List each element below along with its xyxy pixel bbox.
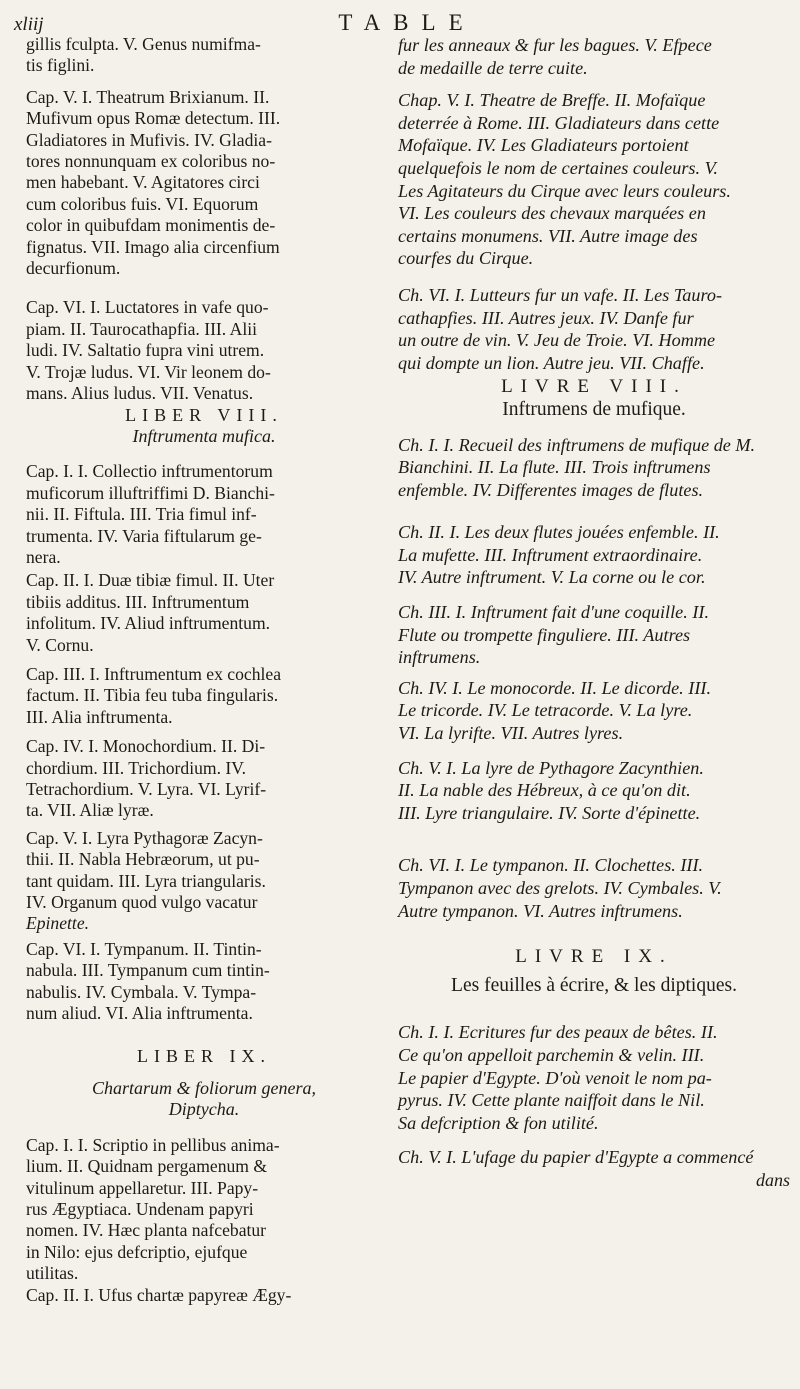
french-entry-ch2: Ch. II. I. Les deux flutes jouées enfemble. II. La mufette. III. Inftrument extraordinaire. IV. Autre inftrument. V. La corne ou le cor. (398, 522, 720, 588)
french-entry-ch3: Ch. III. I. Inftrument fait d'une coquille. II. Flute ou trompette finguliere. III. Autres inftrumens. (398, 602, 709, 668)
liber-viii-subtitle: Inftrumenta mufica. (132, 425, 276, 446)
latin-entry-cap4: Cap. IV. I. Monochordium. II. Di- chordium. III. Trichordium. IV. Tetrachordium. V. Lyra. VI. Lyrif- ta. VII. Aliæ lyræ. (26, 736, 267, 821)
french-entry-ch1: Ch. I. I. Recueil des inftrumens de mufique de M. Bianchini. II. La flute. III. Trois inftrumens enfemble. IV. Differentes images de flutes. (398, 434, 756, 500)
french-column (398, 34, 790, 1192)
french-entry-ch5b: Ch. V. I. La lyre de Pythagore Zacynthien. II. La nable des Hébreux, à ce qu'on dit. III. Lyre triangulaire. IV. Sorte d'épinette. (398, 757, 704, 823)
latin-entry-cap2: Cap. II. I. Duæ tibiæ fimul. II. Uter tibiis additus. III. Inftrumentum infolitum. IV. Aliud inftrumentum. V. Cornu. (26, 570, 275, 655)
latin-entry-cap6: Cap. VI. I. Luctatores in vafe quo- piam. II. Taurocathapfia. III. Alii ludi. IV. Saltatio fupra vini utrem. V. Trojæ ludus. VI. Vir leonem do- mans. Alius ludus. VII. Venatus. (26, 297, 271, 404)
livre-viii-heading: LIVRE VIII. (501, 376, 687, 398)
latin-entry-cap5: Cap. V. I. Theatrum Brixianum. II. Mufivum opus Romæ detectum. III. Gladiatores in Mufivis. IV. Gladia- tores nonnunquam ex coloribus no- men habebant. V. Agitatores circi cum coloribus fuis. VI. Equorum color in quibufdam monimentis de- fignatus. VII. Imago alia circenfium decurfionum. (26, 86, 281, 279)
running-title: TABLE (338, 10, 476, 35)
french-entry-chap5: Chap. V. I. Theatre de Breffe. II. Mofaïque deterrée à Rome. III. Gladiateurs dans cette Mofaïque. IV. Les Gladiateurs portoient quelquefois le nom de certaines couleurs. V. Les Agitateurs du Cirque avec leurs couleurs. VI. Les couleurs des chevaux marquées en certains monumens. VII. Autre image des courfes du Cirque. (398, 90, 731, 269)
french-continuation: fur les anneaux & fur les bagues. V. Efpece de medaille de terre cuite. (398, 35, 712, 78)
liber-viii-heading: LIBER VIII. (125, 404, 283, 425)
french-entry-ch6: Ch. VI. I. Lutteurs fur un vafe. II. Les Tauro- cathapfies. III. Autres jeux. IV. Danfe fur un outre de vin. V. Jeu de Troie. VI. Homme qui dompte un lion. Autre jeu. VII. Chaffe. (398, 284, 723, 373)
liber-ix-subtitle: Chartarum & foliorum genera, Diptycha. (91, 1077, 316, 1120)
latin-entry-cap2c: Cap. II. I. Ufus chartæ papyreæ Ægy- (26, 1284, 292, 1305)
latin-entry-cap1: Cap. I. I. Collectio inftrumentorum muficorum illuftriffimi D. Bianchi- nii. II. Fiftula. III. Tria fimul inf- trumenta. IV. Varia fiftularum ge- nera. (26, 461, 275, 567)
livre-ix-subtitle: Les feuilles à écrire, & les diptiques. (451, 974, 737, 996)
latin-continuation: gillis fculpta. V. Genus numifma- tis figlini. (26, 34, 261, 76)
latin-entry-cap3: Cap. III. I. Inftrumentum ex cochlea factum. II. Tibia feu tuba fingularis. III. Alia inftrumenta. (26, 663, 282, 727)
livre-ix-heading: LIVRE IX. (515, 946, 673, 968)
latin-entry-cap6b: Cap. VI. I. Tympanum. II. Tintin- nabula. III. Tympanum cum tintin- nabulis. IV. Cymbala. V. Tympa- num aliud. VI. Alia inftrumenta. (26, 938, 270, 1024)
catchword: dans (755, 1169, 790, 1190)
french-entry-ch6b: Ch. VI. I. Le tympanon. II. Clochettes. III. Tympanon avec des grelots. IV. Cymbales. V. Autre tympanon. VI. Autres inftrumens. (398, 855, 722, 921)
french-entry-ch2c: Ch. V. I. L'ufage du papier d'Egypte a commencé (398, 1147, 754, 1168)
livre-viii-subtitle: Inftrumens de mufique. (502, 398, 686, 420)
french-entry-ch1c: Ch. I. I. Ecritures fur des peaux de bêtes. II. Ce qu'on appelloit parchemin & velin. III. Le papier d'Egypte. D'où venoit le nom pa- pyrus. IV. Cette plante naiffoit dans le Nil. Sa defcription & fon utilité. (398, 1022, 718, 1133)
latin-entry-cap5b: Cap. V. I. Lyra Pythagoræ Zacyn- thii. II. Nabla Hebræorum, ut pu- tant quidam. III. Lyra triangularis. IV. Organum quod vulgo vacatur Epinette. (26, 827, 266, 934)
french-entry-ch4: Ch. IV. I. Le monocorde. II. Le dicorde. III. Le tricorde. IV. Le tetracorde. V. La lyre. VI. La lyrifte. VII. Autres lyres. (398, 677, 711, 744)
liber-ix-heading: LIBER IX. (137, 1046, 271, 1067)
latin-column (26, 34, 382, 1306)
page-number: xliij (14, 14, 44, 35)
latin-entry-cap1c: Cap. I. I. Scriptio in pellibus anima- lium. II. Quidnam pergamenum & vitulinum appellaretur. III. Papy- rus Ægyptiaca. Undenam papyri nomen. IV. Hæc planta nafcebatur in Nilo: ejus defcriptio, ejufque utilitas. (26, 1134, 280, 1284)
